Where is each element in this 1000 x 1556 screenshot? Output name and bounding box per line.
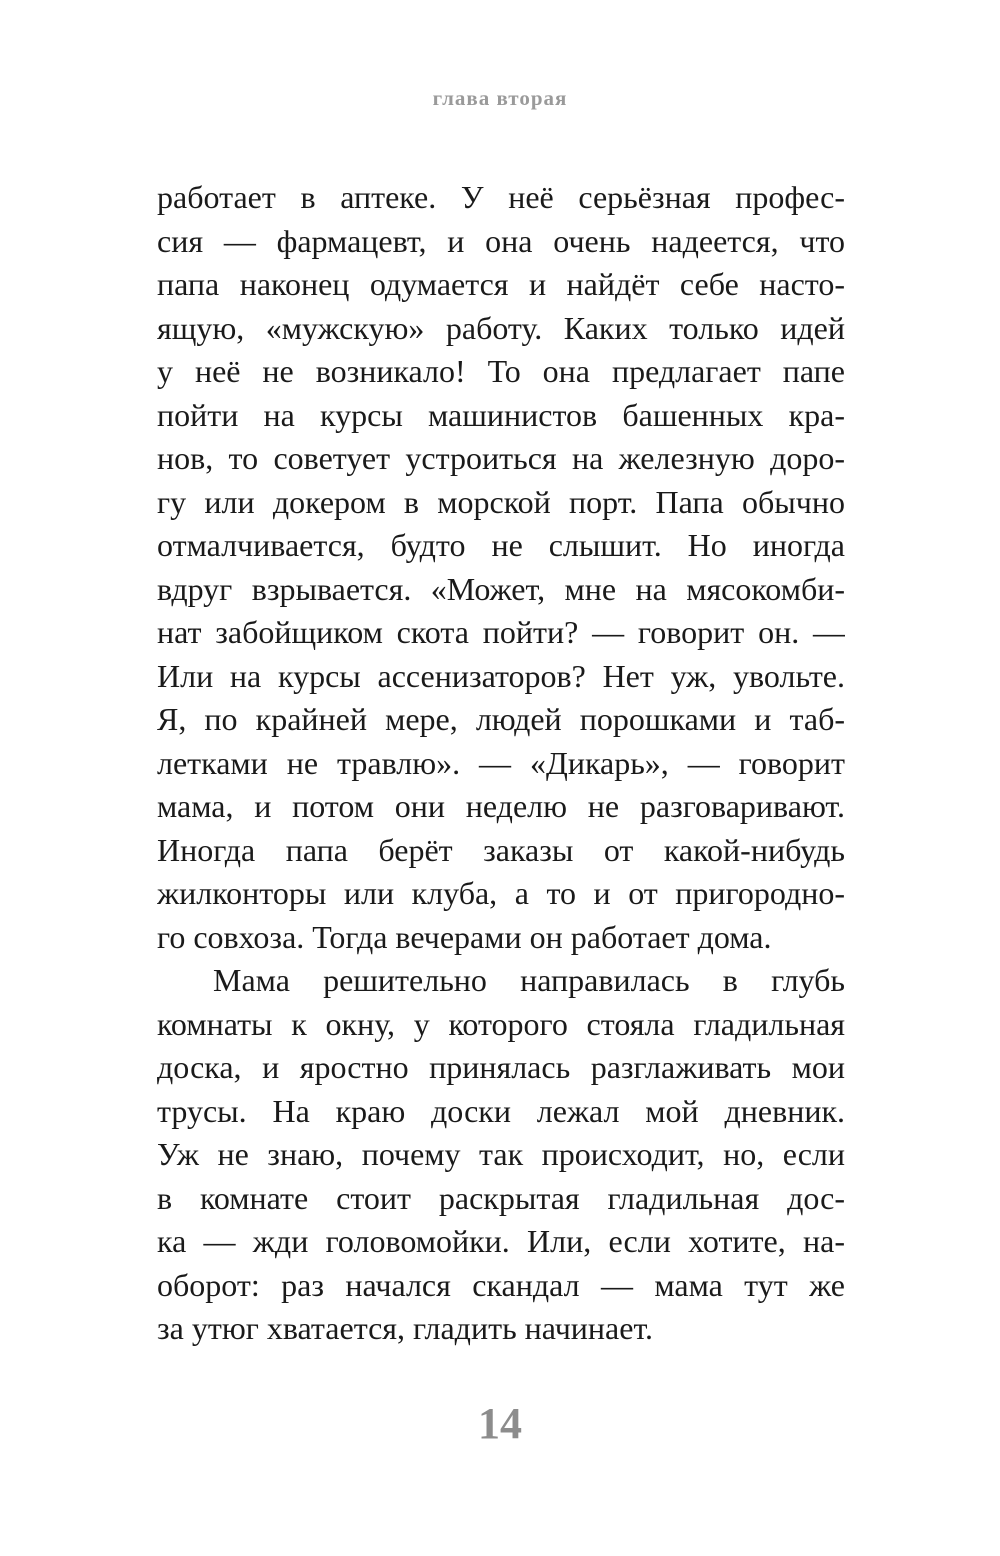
text-line: Или на курсы ассенизаторов? Нет уж, увольте. [157, 657, 845, 694]
body-text [157, 176, 845, 1351]
text-line: нат забойщиком скота пойти? — говорит он. — [157, 614, 845, 650]
text-line: комнаты к окну, у которого стояла гладильная [157, 1005, 845, 1042]
text-line: мама, и потом они неделю не разговаривают. [157, 788, 845, 824]
text-line: ка — жди головомойки. Или, если хотите, на- [157, 1223, 845, 1259]
text-line: за утюг хватается, гладить начинает. [157, 1310, 654, 1346]
text-line: гу или докером в морской порт. Папа обычно [157, 483, 845, 520]
paragraph-1 [157, 176, 845, 959]
paragraph-2 [157, 959, 845, 1351]
text-line: нов, то советует устроиться на железную доро- [157, 440, 845, 476]
text-line: го совхоза. Тогда вечерами он работает дома. [157, 918, 772, 955]
text-line: работает в аптеке. У неё серьёзная профес- [157, 179, 845, 215]
text-line: оборот: раз начался скандал — мама тут же [157, 1266, 845, 1303]
text-line: пойти на курсы машинистов башенных кра- [157, 396, 845, 433]
text-line: у неё не возникало! То она предлагает папе [157, 353, 845, 389]
text-line: вдруг взрывается. «Может, мне на мясокомби- [157, 570, 845, 607]
text-line: трусы. На краю доски лежал мой дневник. [157, 1092, 845, 1129]
running-head: глава вторая [432, 86, 568, 110]
page-number: 14 [478, 1399, 522, 1448]
text-line: Мама решительно направилась в глубь [213, 962, 845, 998]
text-line: Иногда папа берёт заказы от какой-нибудь [157, 831, 845, 868]
text-line: Я, по крайней мере, людей порошками и таб- [157, 701, 845, 737]
text-line: отмалчивается, будто не слышит. Но иногда [157, 527, 845, 563]
text-line: ящую, «мужскую» работу. Каких только идей [157, 309, 845, 346]
text-line: папа наконец одумается и найдёт себе насто- [157, 266, 845, 302]
text-line: летками не травлю». — «Дикарь», — говорит [157, 744, 845, 781]
text-line: Уж не знаю, почему так происходит, но, если [157, 1136, 845, 1172]
text-line: в комнате стоит раскрытая гладильная дос- [157, 1179, 845, 1216]
text-line: доска, и яростно принялась разглаживать мои [157, 1049, 845, 1085]
text-line: сия — фармацевт, и она очень надеется, что [157, 222, 845, 259]
text-line: жилконторы или клуба, а то и от пригородно- [157, 875, 845, 911]
